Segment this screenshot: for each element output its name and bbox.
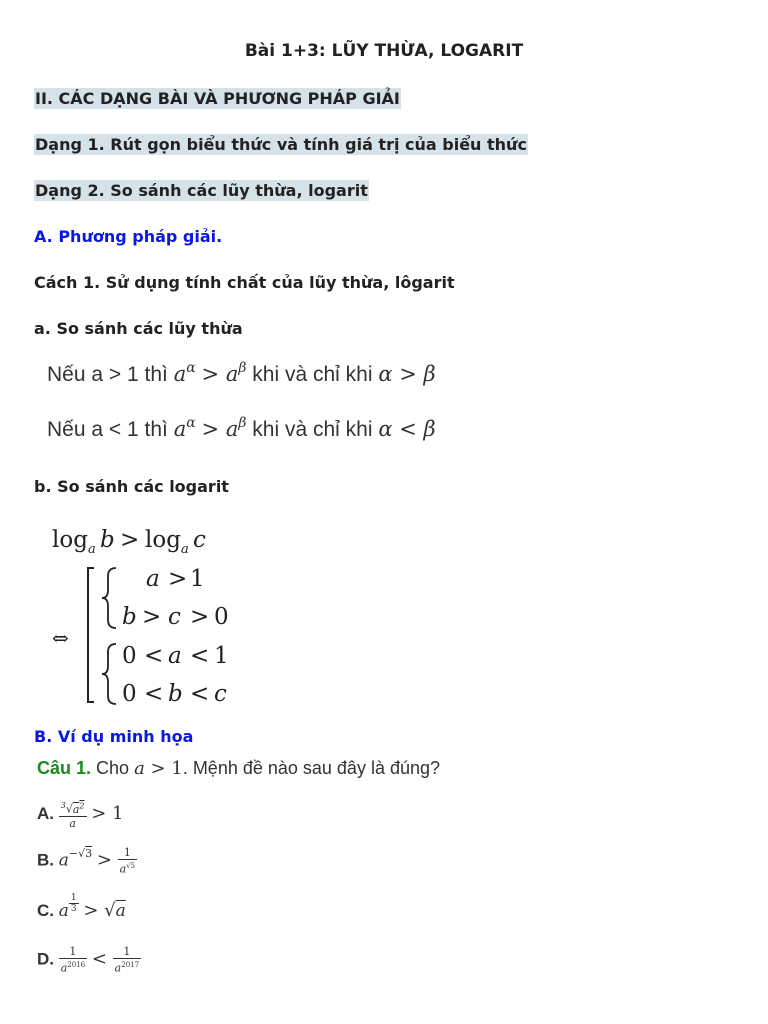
svg-text:⇔: ⇔ — [52, 626, 69, 650]
power-rule-1: Nếu a > 1 thì $a^\alpha > a^\beta$ khi và chỉ khi α > β — [47, 360, 436, 386]
option-d[interactable]: D. $\frac{1}{a^{2016}}$ < $\frac{1}{a^{2017}}$ — [37, 945, 140, 975]
question-1: Câu 1. Cho a > 1. Mệnh đề nào sau đây là đúng? — [37, 758, 441, 779]
examples-heading: B. Ví dụ minh họa — [34, 727, 194, 746]
svg-text:>: > — [142, 604, 162, 630]
question-label: Câu 1. — [37, 758, 92, 778]
section-heading: II. CÁC DẠNG BÀI VÀ PHƯƠNG PHÁP GIẢI — [35, 89, 400, 108]
svg-text:a: a — [88, 542, 96, 557]
type2-heading: Dạng 2. So sánh các lũy thừa, logarit — [35, 181, 368, 200]
option-c[interactable]: C. a $\frac{1}{3}$ > √a — [37, 893, 126, 921]
svg-text:0: 0 — [122, 681, 137, 707]
svg-text:log: log — [145, 527, 181, 553]
svg-text:a: a — [168, 643, 182, 669]
svg-text:c: c — [214, 681, 227, 707]
option-a[interactable]: A. $\frac{^3√a^2}{a}$ > 1 — [37, 801, 124, 830]
power-rule-2: Nếu a < 1 thì $a^\alpha > a^\beta$ khi và chỉ khi α < β — [47, 415, 436, 441]
exponent-fraction: $\frac{1}{3}$ — [70, 893, 77, 915]
method-heading: A. Phương pháp giải. — [34, 227, 223, 246]
svg-text:>: > — [190, 604, 210, 630]
svg-text:1: 1 — [214, 643, 229, 669]
svg-text:b: b — [100, 527, 115, 553]
svg-text:0: 0 — [214, 604, 229, 630]
svg-text:1: 1 — [190, 566, 205, 592]
svg-text:<: < — [190, 681, 210, 707]
fraction: $\frac{^3√a^2}{a}$ — [60, 801, 85, 830]
fraction: $\frac{1}{a^{2017}}$ — [114, 945, 140, 975]
fraction: $\frac{1}{a^{2016}}$ — [60, 945, 86, 975]
page-title: Bài 1+3: LŨY THỪA, LOGARIT — [244, 41, 524, 61]
svg-text:b: b — [122, 604, 137, 630]
fraction: $\frac{1}{a^{√5}}$ — [119, 846, 136, 876]
log-comparison-formula — [50, 520, 310, 710]
svg-text:0: 0 — [122, 643, 137, 669]
svg-text:>: > — [168, 566, 188, 592]
part-a-heading: a. So sánh các lũy thừa — [34, 319, 243, 338]
option-b[interactable]: B. $a^{-√3}$ > $\frac{1}{a^{√5}}$ — [37, 846, 136, 876]
svg-text:a: a — [181, 542, 189, 557]
svg-text:log: log — [52, 527, 88, 553]
svg-text:<: < — [144, 643, 164, 669]
svg-text:b: b — [168, 681, 183, 707]
svg-text:<: < — [144, 681, 164, 707]
part-b-heading: b. So sánh các logarit — [34, 477, 229, 496]
svg-text:c: c — [193, 527, 206, 553]
svg-text:>: > — [120, 527, 140, 553]
svg-text:a: a — [146, 566, 160, 592]
type1-heading: Dạng 1. Rút gọn biểu thức và tính giá trị của biểu thức — [35, 135, 527, 154]
method1-heading: Cách 1. Sử dụng tính chất của lũy thừa, lôgarit — [34, 273, 455, 292]
svg-text:<: < — [190, 643, 210, 669]
svg-text:c: c — [168, 604, 181, 630]
